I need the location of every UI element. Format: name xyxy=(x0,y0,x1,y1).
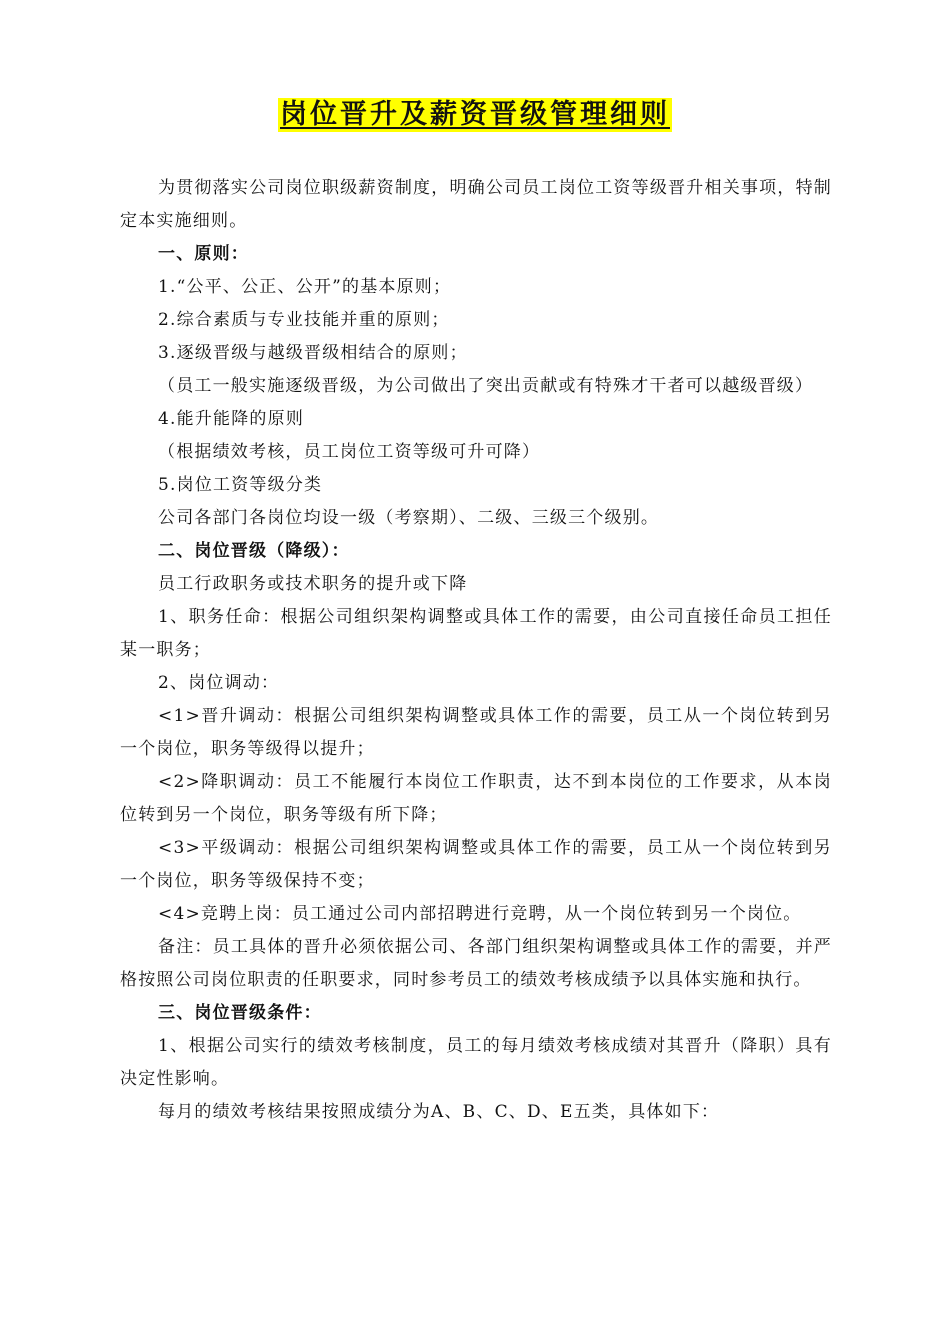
section-heading-conditions: 三、岗位晋级条件： xyxy=(158,1003,322,1023)
transfer-item-4: <4>竞聘上岗：员工通过公司内部招聘进行竞聘，从一个岗位转到另一个岗位。 xyxy=(158,904,802,924)
promotion-item-2: 2、岗位调动： xyxy=(158,673,280,693)
principle-item-3-note: （员工一般实施逐级晋级，为公司做出了突出贡献或有特殊才干者可以越级晋级） xyxy=(158,376,814,396)
principle-item-2: 2.综合素质与专业技能并重的原则； xyxy=(158,310,450,330)
transfer-item-2: <2>降职调动：员工不能履行本岗位工作职责，达不到本岗位的工作要求，从本岗位转到另一个岗位，职务等级有所下降； xyxy=(120,772,832,825)
principle-item-4-note: （根据绩效考核，员工岗位工资等级可升可降） xyxy=(158,442,541,462)
principle-item-5: 5.岗位工资等级分类 xyxy=(158,475,323,495)
section-heading-principles: 一、原则： xyxy=(158,244,249,264)
principle-item-5-note: 公司各部门各岗位均设一级（考察期）、二级、三级三个级别。 xyxy=(158,508,660,528)
principle-item-1: 1.“公平、公正、公开”的基本原则； xyxy=(158,277,452,297)
transfer-item-3: <3>平级调动：根据公司组织架构调整或具体工作的需要，员工从一个岗位转到另一个岗位，职务等级保持不变； xyxy=(120,838,832,891)
section-heading-promotion: 二、岗位晋级（降级）： xyxy=(158,541,350,561)
intro-paragraph: 为贯彻落实公司岗位职级薪资制度，明确公司员工岗位工资等级晋升相关事项，特制定本实施细则。 xyxy=(120,178,832,231)
principle-item-3: 3.逐级晋级与越级晋级相结合的原则； xyxy=(158,343,468,363)
document-title: 岗位晋升及薪资晋级管理细则 xyxy=(280,99,670,130)
condition-item-1: 1、根据公司实行的绩效考核制度，员工的每月绩效考核成绩对其晋升（降职）具有决定性影响。 xyxy=(120,1036,832,1089)
transfer-item-1: <1>晋升调动：根据公司组织架构调整或具体工作的需要，员工从一个岗位转到另一个岗位，职务等级得以提升； xyxy=(120,706,832,759)
document-body xyxy=(120,172,832,1129)
title-container xyxy=(0,98,950,132)
promotion-item-1: 1、职务任命：根据公司组织架构调整或具体工作的需要，由公司直接任命员工担任某一职务； xyxy=(120,607,832,660)
principle-item-4: 4.能升能降的原则 xyxy=(158,409,305,429)
promotion-intro: 员工行政职务或技术职务的提升或下降 xyxy=(158,574,468,594)
remark-paragraph: 备注：员工具体的晋升必须依据公司、各部门组织架构调整或具体工作的需要，并严格按照公司岗位职责的任职要求，同时参考员工的绩效考核成绩予以具体实施和执行。 xyxy=(120,937,832,990)
condition-grades-intro: 每月的绩效考核结果按照成绩分为A、B、C、D、E五类，具体如下： xyxy=(158,1102,720,1122)
